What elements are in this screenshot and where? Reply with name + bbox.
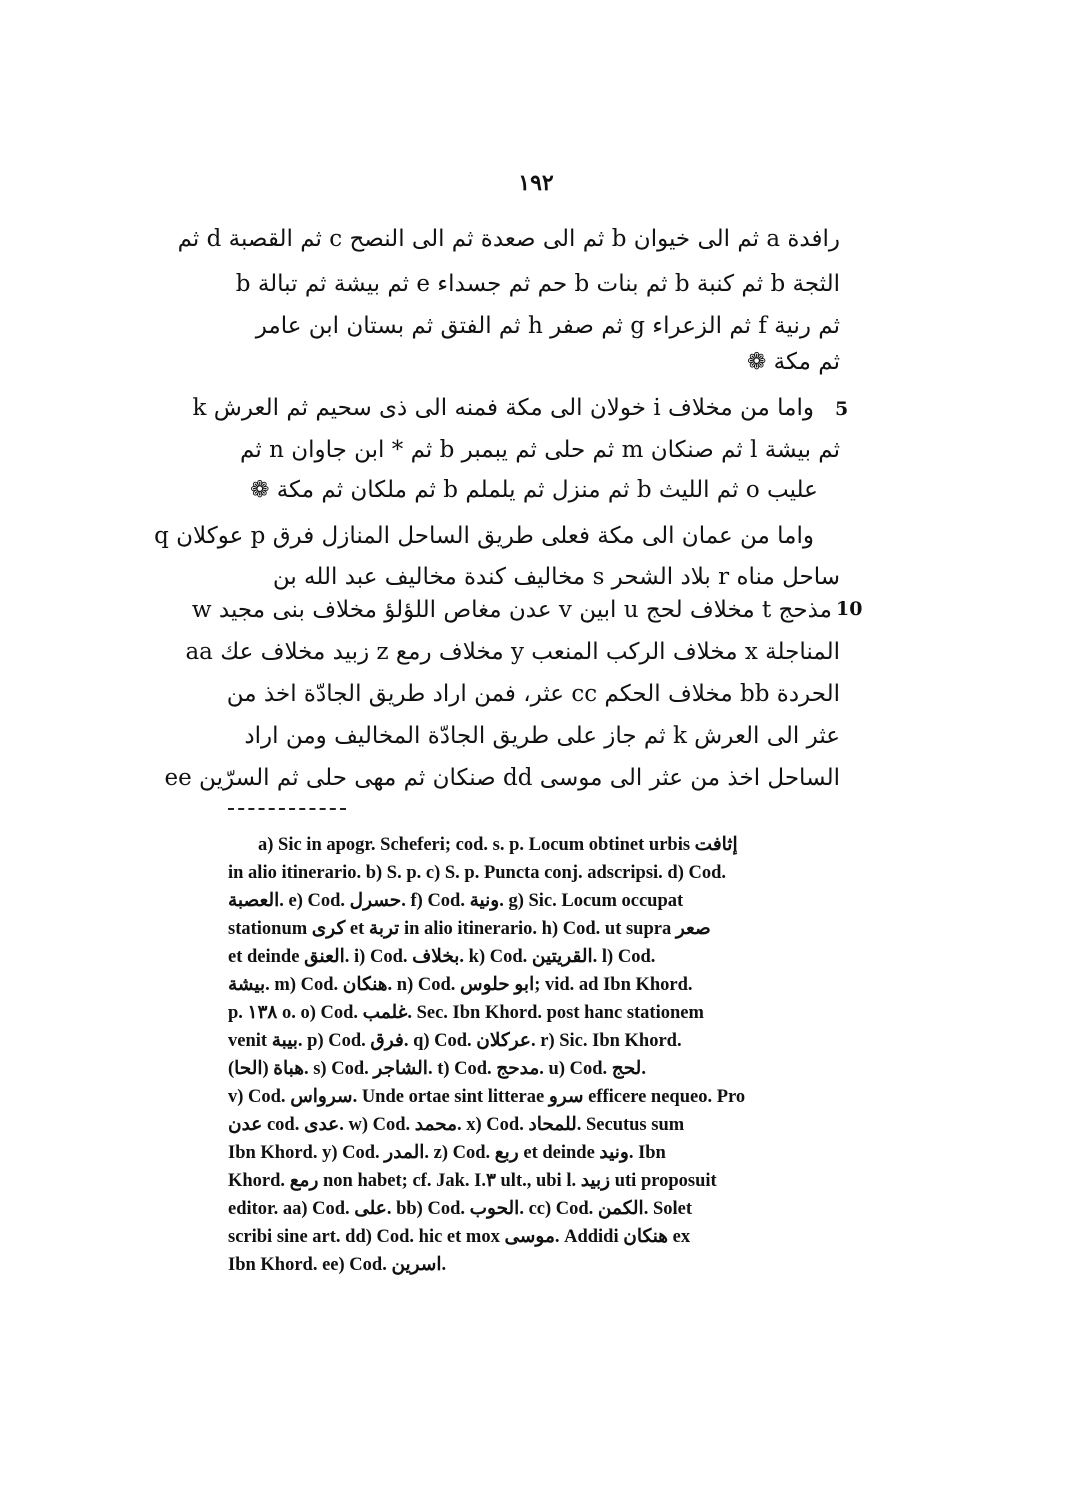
arabic-line-12: الحردة bb مخلاف الحكم cc عثر، فمن اراد طريق الجادّة اخذ من xyxy=(226,681,840,707)
arabic-line-8: واما من عمان الى مكة فعلى طريق الساحل المنازل فرق p عوكلان q xyxy=(154,523,814,549)
footnote-line-5: et deinde العنق. i) Cod. بخلاف. k) Cod. القريتين. l) Cod. xyxy=(228,947,656,967)
footnote-line-4: stationum كرى et تربة in alio itinerario. h) Cod. ut supra صعر xyxy=(228,919,711,939)
footnote-line-12: Ibn Khord. y) Cod. المدر. z) Cod. ربع et deinde ونيد. Ibn xyxy=(228,1143,666,1163)
footnote-line-2: in alio itinerario. b) S. p. c) S. p. Puncta conj. adscripsi. d) Cod. xyxy=(228,863,727,883)
arabic-line-5: واما من مخلاف i خولان الى مكة فمنه الى ذى سحيم ثم العرش k xyxy=(192,395,814,421)
arabic-line-13: عثر الى العرش k ثم جاز على طريق الجادّة المخاليف ومن اراد xyxy=(244,723,840,749)
footnote-line-13: Khord. رمع non habet; cf. Jak. I.٣ ult., ubi l. زبيد uti proposuit xyxy=(228,1171,717,1191)
footnote-line-10: v) Cod. سرواس. Unde ortae sint litterae سرو efficere nequeo. Pro xyxy=(228,1087,746,1107)
arabic-line-14: الساحل اخذ من عثر الى موسى dd صنكان ثم مهى حلى ثم السرّين ee xyxy=(164,765,840,791)
footnote-line-9: هباة (الحا). s) Cod. الشاجر. t) Cod. مدحج. u) Cod. لحج. xyxy=(228,1059,646,1079)
footnote-line-14: editor. aa) Cod. على. bb) Cod. الحوب. cc) Cod. الكمن. Solet xyxy=(228,1199,693,1219)
footnote-line-3: العصبة. e) Cod. حسرل. f) Cod. ونية. g) Sic. Locum occupat xyxy=(228,891,684,911)
footnote-line-1: a) Sic in apogr. Scheferi; cod. s. p. Locum obtinet urbis إثافت xyxy=(258,835,738,855)
arabic-line-3: ثم رنية f ثم الزعراء g ثم صفر h ثم الفتق ثم بستان ابن عامر xyxy=(255,313,840,339)
footnote-line-8: venit بيبة. p) Cod. فرق. q) Cod. عركلان. r) Sic. Ibn Khord. xyxy=(228,1031,682,1051)
arabic-line-2: الثجة b ثم كنبة b ثم بنات b حم ثم جسداء e ثم بيشة ثم تبالة b xyxy=(235,271,840,297)
footnote-line-6: بيشة. m) Cod. هنكان. n) Cod. ابو حلوس; vid. ad Ibn Khord. xyxy=(228,975,693,995)
arabic-line-6: ثم بيشة l ثم صنكان m ثم حلى ثم يبمبر b ثم * ابن جاوان n ثم xyxy=(240,437,840,463)
page-number: ١٩٢ xyxy=(518,170,554,196)
footnote-line-7: p. ١٣٨ o. o) Cod. غلمب. Sec. Ibn Khord. post hanc stationem xyxy=(228,1003,704,1023)
footnote-line-15: scribi sine art. dd) Cod. hic et mox موسى. Addidi هنكان ex xyxy=(228,1227,691,1247)
arabic-line-11: المناجلة x مخلاف الركب المنعب y مخلاف رمع z زبيد مخلاف عك aa xyxy=(185,639,840,665)
footnote-line-16: Ibn Khord. ee) Cod. اسرين. xyxy=(228,1255,447,1275)
arabic-line-1: رافدة a ثم الى خيوان b ثم الى صعدة ثم الى النصح c ثم القصبة d ثم xyxy=(177,226,840,252)
line-number-10: 10 xyxy=(836,598,863,620)
footnote-line-11: عدن cod. عدى. w) Cod. محمد. x) Cod. للمحاد. Secutus sum xyxy=(228,1115,685,1135)
arabic-line-10: مذحج t مخلاف لحج u ابين v عدن مغاص اللؤلؤ مخلاف بنى مجيد w xyxy=(191,597,832,623)
arabic-line-9: ساحل مناه r بلاد الشحر s مخاليف كندة مخاليف عبد الله بن xyxy=(272,564,840,590)
footnote-separator xyxy=(228,808,346,810)
arabic-line-7: عليب o ثم الليث b ثم منزل ثم يلملم b ثم ملكان ثم مكة ❁ xyxy=(250,477,818,503)
arabic-line-4: ثم مكة ❁ xyxy=(747,349,840,375)
line-number-5: 5 xyxy=(835,398,849,420)
